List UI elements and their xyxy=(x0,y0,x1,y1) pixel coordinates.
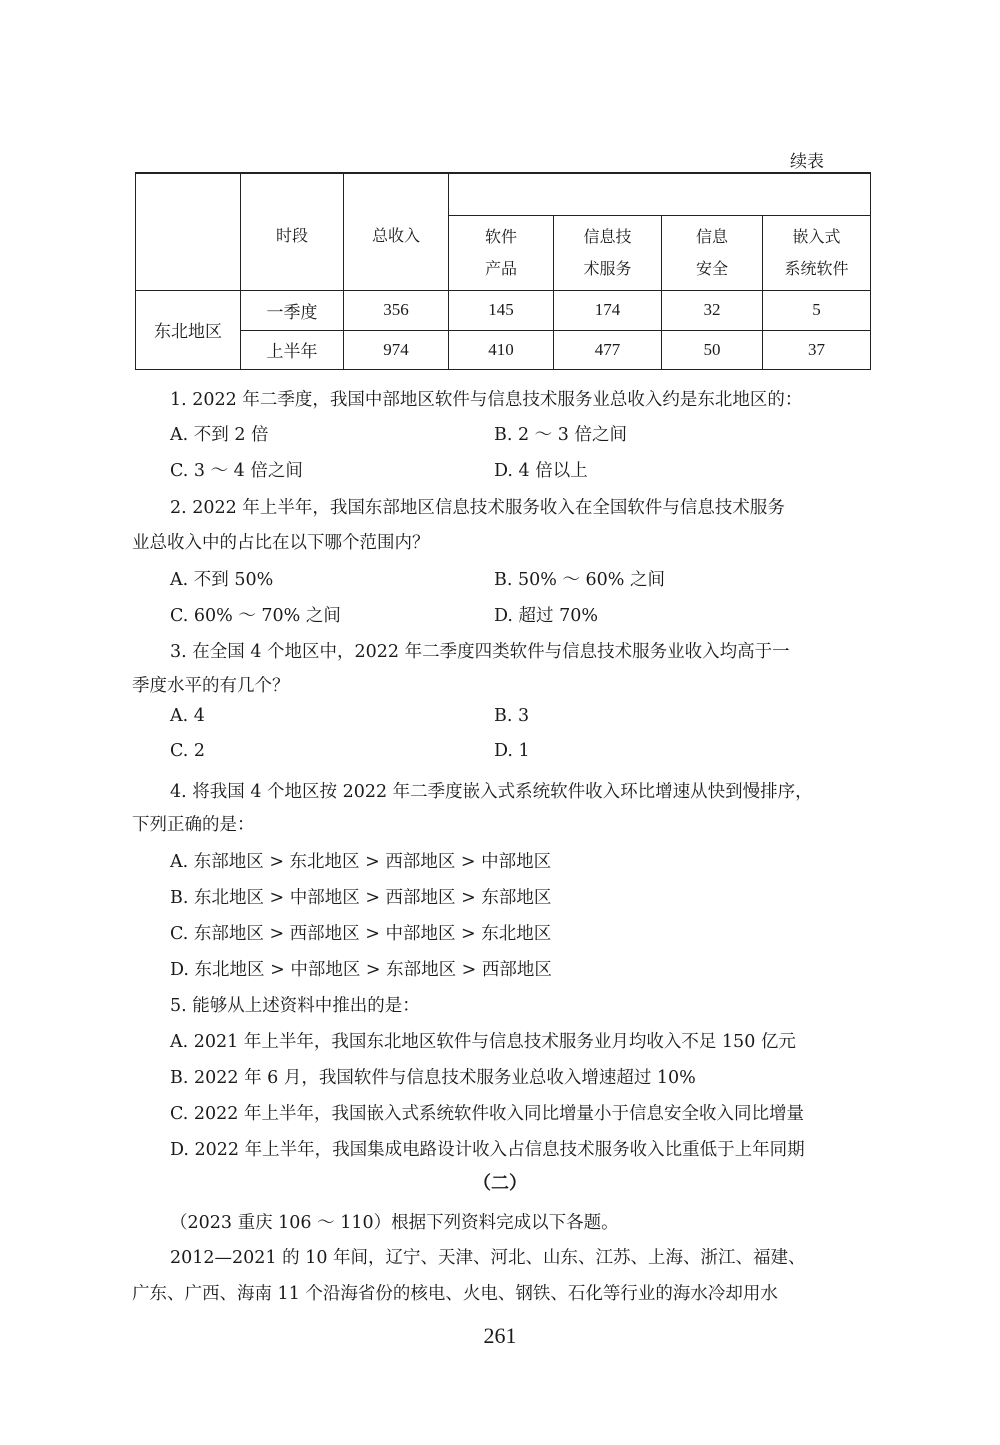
security-cell: 50 xyxy=(662,330,763,369)
embedded-cell: 37 xyxy=(763,330,871,369)
question-1-stem: 1. 2022 年二季度，我国中部地区软件与信息技术服务业总收入约是东北地区的： xyxy=(170,390,803,410)
question-3-stem-line1: 3. 在全国 4 个地区中，2022 年二季度四类软件与信息技术服务业收入均高于一 xyxy=(170,642,790,662)
question-3-stem-line2: 季度水平的有几个？ xyxy=(132,676,290,696)
total-cell: 356 xyxy=(344,290,449,330)
option-5a: A. 2021 年上半年，我国东北地区软件与信息技术服务业月均收入不足 150 亿元 xyxy=(170,1032,796,1052)
software-cell: 410 xyxy=(449,330,554,369)
software-cell: 145 xyxy=(449,290,554,330)
it-service-cell: 477 xyxy=(554,330,662,369)
option-2a: A. 不到 50% xyxy=(170,570,274,590)
option-3c: C. 2 xyxy=(170,741,206,761)
option-5d: D. 2022 年上半年，我国集成电路设计收入占信息技术服务收入比重低于上年同期 xyxy=(170,1140,805,1160)
header-period: 时段 xyxy=(241,173,344,290)
section-title: （二） xyxy=(473,1173,527,1194)
header-group-cell xyxy=(449,173,871,215)
continued-label: 续表 xyxy=(790,152,824,172)
option-4b: B. 东北地区 > 中部地区 > 西部地区 > 东部地区 xyxy=(170,888,552,908)
question-2-stem-line2: 业总收入中的占比在以下哪个范围内？ xyxy=(132,533,430,553)
header-it-service: 信息技 术服务 xyxy=(554,215,662,290)
option-1b: B. 2 ～ 3 倍之间 xyxy=(494,425,627,445)
total-cell: 974 xyxy=(344,330,449,369)
option-3a: A. 4 xyxy=(170,706,205,726)
passage-line-1: 2012—2021 的 10 年间，辽宁、天津、河北、山东、江苏、上海、浙江、福建、 xyxy=(170,1248,806,1268)
option-1c: C. 3 ～ 4 倍之间 xyxy=(170,461,303,481)
header-embedded: 嵌入式 系统软件 xyxy=(763,215,871,290)
question-4-stem-line2: 下列正确的是： xyxy=(132,815,255,835)
table-row xyxy=(136,330,871,369)
header-total: 总收入 xyxy=(344,173,449,290)
question-5-stem: 5. 能够从上述资料中推出的是： xyxy=(170,996,420,1016)
it-service-cell: 174 xyxy=(554,290,662,330)
embedded-cell: 5 xyxy=(763,290,871,330)
question-2-stem-line1: 2. 2022 年上半年，我国东部地区信息技术服务收入在全国软件与信息技术服务 xyxy=(170,498,785,518)
option-5b: B. 2022 年 6 月，我国软件与信息技术服务业总收入增速超过 10% xyxy=(170,1068,696,1088)
security-cell: 32 xyxy=(662,290,763,330)
header-security: 信息 安全 xyxy=(662,215,763,290)
option-3b: B. 3 xyxy=(494,706,530,726)
option-4a: A. 东部地区 > 东北地区 > 西部地区 > 中部地区 xyxy=(170,852,552,872)
option-2b: B. 50% ～ 60% 之间 xyxy=(494,570,665,590)
passage-line-2: 广东、广西、海南 11 个沿海省份的核电、火电、钢铁、石化等行业的海水冷却用水 xyxy=(132,1284,778,1304)
option-3d: D. 1 xyxy=(494,741,530,761)
table-row xyxy=(136,290,871,330)
source-line: （2023 重庆 106 ～ 110）根据下列资料完成以下各题。 xyxy=(170,1213,619,1233)
corner-cell xyxy=(136,173,241,290)
option-1a: A. 不到 2 倍 xyxy=(170,425,269,445)
option-2d: D. 超过 70% xyxy=(494,606,598,626)
option-4d: D. 东北地区 > 中部地区 > 东部地区 > 西部地区 xyxy=(170,960,552,980)
question-4-stem-line1: 4. 将我国 4 个地区按 2022 年二季度嵌入式系统软件收入环比增速从快到慢排序， xyxy=(170,782,813,802)
period-cell: 一季度 xyxy=(241,290,344,330)
option-5c: C. 2022 年上半年，我国嵌入式系统软件收入同比增量小于信息安全收入同比增量 xyxy=(170,1104,804,1124)
header-software: 软件 产品 xyxy=(449,215,554,290)
region-cell: 东北地区 xyxy=(136,290,241,369)
option-2c: C. 60% ～ 70% 之间 xyxy=(170,606,341,626)
option-1d: D. 4 倍以上 xyxy=(494,461,588,481)
revenue-table xyxy=(135,172,871,370)
option-4c: C. 东部地区 > 西部地区 > 中部地区 > 东北地区 xyxy=(170,924,552,944)
page-number: 261 xyxy=(483,1323,517,1348)
period-cell: 上半年 xyxy=(241,330,344,369)
